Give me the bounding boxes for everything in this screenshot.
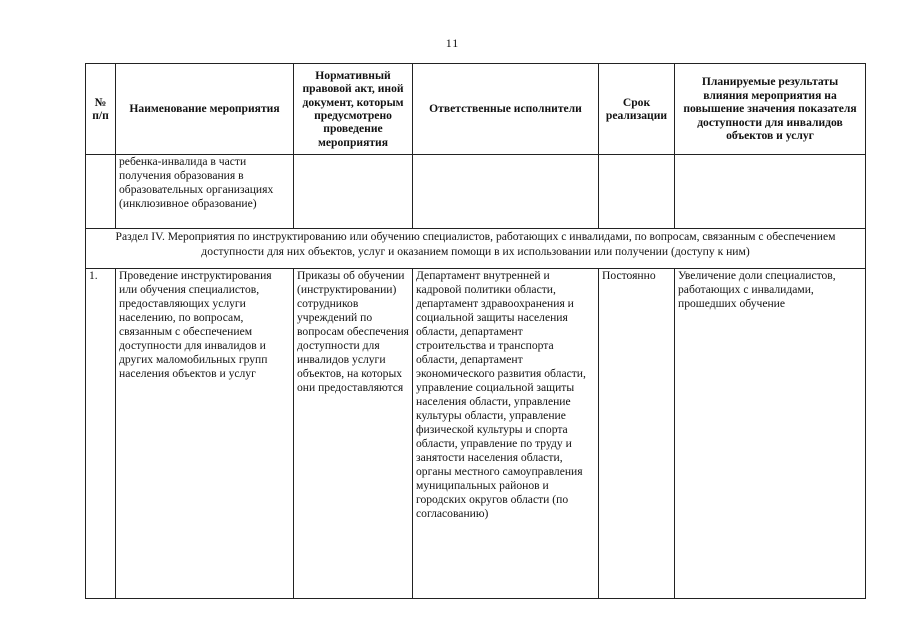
section-row [86,229,866,269]
cell-term [599,155,675,229]
measures-table [85,63,866,599]
cell-legal-act [294,155,413,229]
page-number: 11 [445,36,460,50]
cell-executors [413,155,599,229]
header-term: Срок реализации [599,64,675,155]
header-legal-act: Нормативный правовой акт, иной документ, которым предусмотрено проведение мероприятия [294,64,413,155]
header-results: Планируемые результаты влияния мероприятия на повышение значения показателя доступности для инвалидов объектов и услуг [675,64,866,155]
cell-results [675,155,866,229]
cell-measure-name: Проведение инструктирования или обучения специалистов, предоставляющих услуги населению, по вопросам, связанным с обеспечением доступности для инвалидов и других маломобильных групп населения объектов и услуг [116,269,294,599]
header-executors: Ответственные исполнители [413,64,599,155]
header-measure-name: Наименование мероприятия [116,64,294,155]
cell-executors: Департамент внутренней и кадровой политики области, департамент здравоохранения и социальной защиты населения области, департамент строительства и транспорта области, департамент экономического развития области, управление социальной защиты населения области, управление культуры области, управление физической культуры и спорта области, управление по труду и занятости населения области, органы местного самоуправления муниципальных районов и городских округов области (по согласованию) [413,269,599,599]
section-title: Раздел IV. Мероприятия по инструктированию или обучению специалистов, работающих с инвалидами, по вопросам, связанным с обеспечением доступности для них объектов, услуг и оказанием помощи в их использовании или получении (доступу к ним) [86,229,866,269]
cell-term: Постоянно [599,269,675,599]
cell-number: 1. [86,269,116,599]
table-row [86,155,866,229]
cell-number [86,155,116,229]
cell-measure-name: ребенка-инвалида в части получения образования в образовательных организациях (инклюзивное образование) [116,155,294,229]
cell-legal-act: Приказы об обучении (инструктировании) сотрудников учреждений по вопросам обеспечения доступности для инвалидов услуги объектов, на которых они предоставляются [294,269,413,599]
cell-results: Увеличение доли специалистов, работающих с инвалидами, прошедших обучение [675,269,866,599]
header-number: № п/п [86,64,116,155]
table-header-row [86,64,866,155]
table-row [86,269,866,599]
